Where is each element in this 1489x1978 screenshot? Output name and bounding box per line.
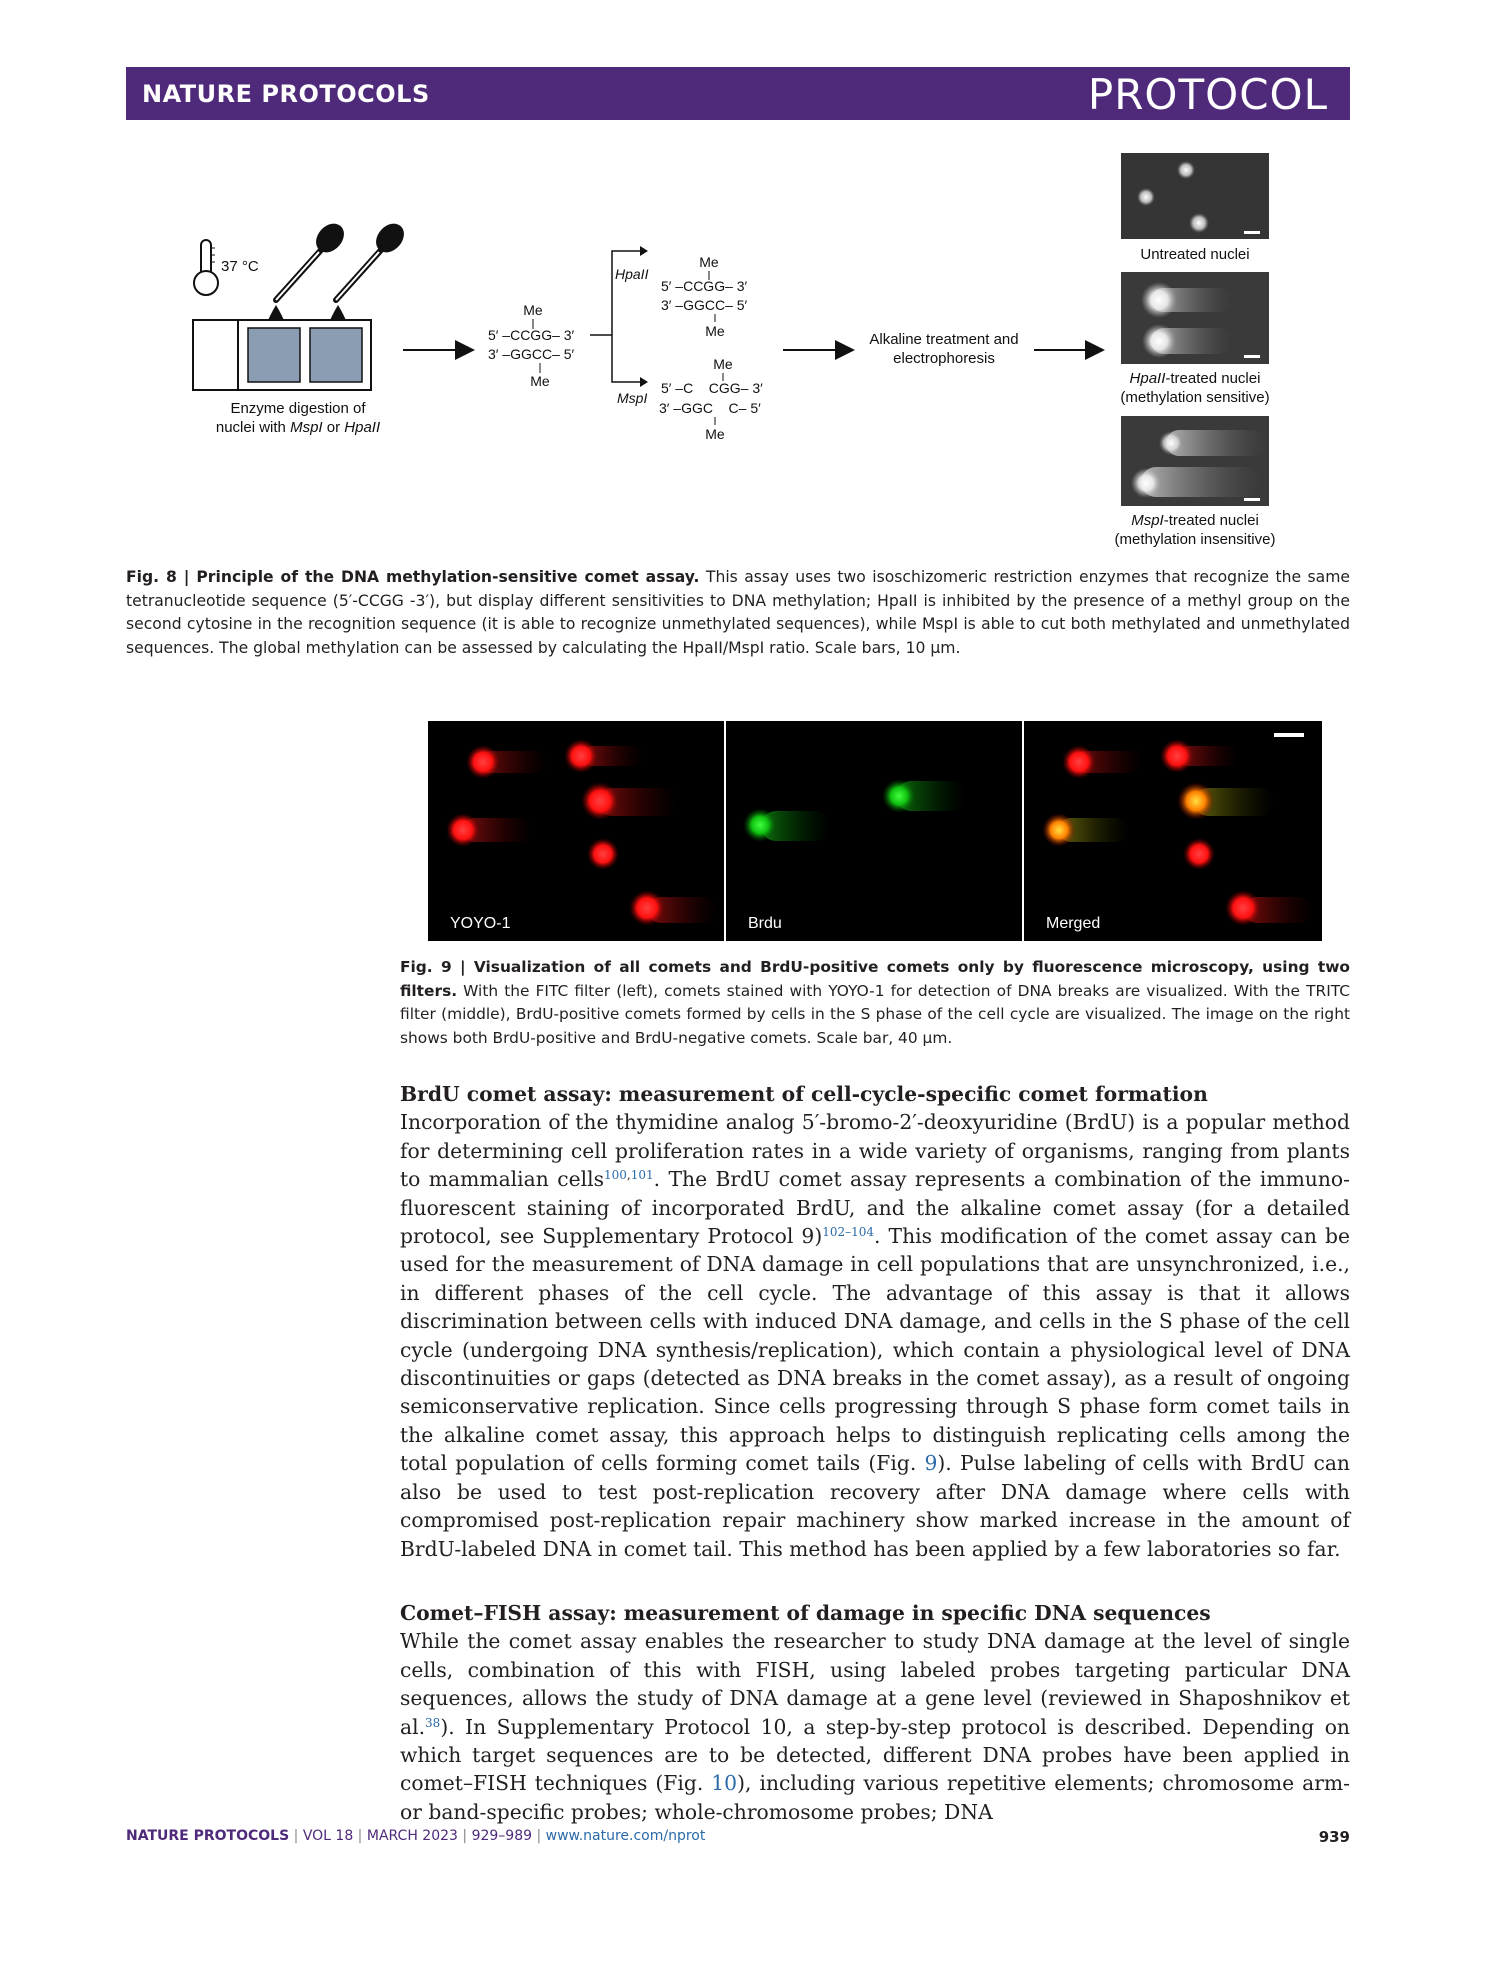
section-type: PROTOCOL: [1087, 70, 1328, 119]
merged-panel-label: Merged: [1046, 915, 1101, 932]
yoyo-panel: [428, 721, 724, 941]
msp-treated-label: MspI-treated nuclei: [1131, 512, 1259, 529]
figure-8-caption-text: This assay uses two isoschizomeric restriction enzymes that recognize the same tetranucleotide sequence (5′-CCGG -3′), but display different sensitivities to DNA methylation; HpaII is inhibited by the presence of a methyl group on the second cytosine in the recognition sequence (it is able to recognize unmethylated sequences), while MspI is able to cut both methylated and unmethylated sequences. The global methylation can be assessed by calculating the HpaII/MspI ratio. Scale bars, 10 μm.: [126, 568, 1350, 657]
methyl-bottom: Me: [530, 373, 550, 389]
msp-methyl-bottom: Me: [705, 426, 725, 442]
section-comet-fish: [400, 1599, 1350, 1826]
hpa-treated-sub: (methylation sensitive): [1120, 389, 1270, 406]
header-banner: [126, 67, 1350, 120]
msp-label: MspI: [617, 390, 648, 406]
sequence-bottom: 3′ –GGCC– 5′: [488, 346, 575, 362]
page-footer: NATURE PROTOCOLS | VOL 18 | MARCH 2023 | 929–989 | www.nature.com/nprot 939: [126, 1828, 1350, 1846]
sequence-top: 5′ –CCGG– 3′: [488, 327, 575, 343]
paragraph: Incorporation of the thymidine analog 5′-bromo-2′-deoxyuridine (BrdU) is a popular method for determining cell proliferation rates in a wide variety of organisms, ranging from plants to mammalian cells$^{100,101}$. The BrdU comet assay represents a combination of the immuno-fluorescent staining of incorporated BrdU, and the alkaline comet assay (for a detailed protocol, see Supplementary Protocol 9)$^{102-104}$. This modification of the comet assay can be used for the measurement of DNA damage in cell populations that are unsynchronized, i.e., in different phases of the cell cycle. The advantage of this assay is that it allows discrimination between cells with induced DNA damage, and cells in the S phase of the cell cycle (undergoing DNA synthesis/replication), which contain a physiological level of DNA discontinuities or gaps (detected as DNA breaks in the comet assay), as a result of ongoing semiconservative replication. Since cells progressing through S phase form comet tails in the alkaline comet assay, this approach helps to distinguish replicating cells among the total population of cells forming comet tails (Fig. 9). Pulse labeling of cells with BrdU can also be used to test post-replication recovery after DNA damage where cells with compromised post-replication repair machinery show marked increase in the amount of BrdU-labeled DNA in comet tail. This method has been applied by a few laboratories so far.: [400, 1110, 1350, 1561]
reference-link[interactable]: 38: [425, 1715, 441, 1730]
untreated-label: Untreated nuclei: [1140, 246, 1250, 263]
figure-8: [126, 145, 1350, 565]
brdu-panel-label: Brdu: [748, 915, 782, 932]
digestion-label-2: nuclei with MspI or HpaII: [215, 419, 381, 436]
figure-9-caption: [400, 956, 1350, 1050]
figure-link[interactable]: 10: [711, 1771, 738, 1796]
merged-panel: [1024, 721, 1322, 941]
slide-icon: [193, 320, 371, 390]
msp-treated-sub: (methylation insensitive): [1114, 531, 1276, 548]
hpa-methyl-bottom: Me: [705, 323, 725, 339]
thermometer-icon: [194, 240, 218, 295]
temperature-label: 37 °C: [221, 258, 259, 275]
alkaline-label-2: electrophoresis: [893, 350, 995, 367]
scale-bar: [1274, 733, 1304, 737]
msp-sequence-top: 5′ –C CGG– 3′: [661, 380, 763, 396]
figure-9-caption-label: Fig. 9 | Visualization of all comets and BrdU-positive comets only by fluorescence microscopy, using two filters.: [400, 958, 1350, 1000]
page-number: 939: [1318, 1828, 1350, 1846]
figure-8-caption-label: Fig. 8 | Principle of the DNA methylation-sensitive comet assay.: [126, 568, 700, 586]
footer-url[interactable]: www.nature.com/nprot: [545, 1828, 706, 1844]
hpa-sequence-top: 5′ –CCGG– 3′: [661, 278, 748, 294]
brdu-panel: [726, 721, 1022, 941]
figure-link[interactable]: 9: [924, 1451, 938, 1476]
section-heading: BrdU comet assay: measurement of cell-cycle-specific comet formation: [400, 1082, 1208, 1106]
footer-volume: VOL 18: [302, 1828, 354, 1844]
msp-sequence-bottom: 3′ –GGC C– 5′: [659, 400, 761, 416]
reference-link[interactable]: 101: [630, 1168, 654, 1183]
section-brdu: [400, 1080, 1350, 1563]
digestion-label: Enzyme digestion of: [230, 400, 366, 417]
figure-9-caption-text: With the FITC filter (left), comets stained with YOYO-1 for detection of DNA breaks are visualized. With the TRITC filter (middle), BrdU-positive comets formed by cells in the S phase of the cell cycle are visualized. The image on the right shows both BrdU-positive and BrdU-negative comets. Scale bar, 40 μm.: [400, 981, 1350, 1047]
reference-link[interactable]: 100: [603, 1168, 627, 1183]
hpa-micrograph: [1121, 272, 1269, 364]
alkaline-label: Alkaline treatment and: [869, 331, 1019, 348]
footer-journal: NATURE PROTOCOLS: [126, 1828, 290, 1844]
pipette-icon: [276, 218, 350, 300]
hpa-label: HpaII: [615, 266, 649, 282]
yoyo-panel-label: YOYO-1: [450, 915, 511, 932]
pipette-icon: [336, 218, 410, 300]
figure-9: [428, 721, 1322, 941]
reference-link[interactable]: 102–104: [822, 1225, 875, 1240]
msp-micrograph: [1121, 416, 1269, 506]
hpa-treated-label: HpaII-treated nuclei: [1129, 370, 1261, 387]
methyl-top: Me: [523, 302, 543, 318]
footer-pages: 929–989: [471, 1828, 533, 1844]
hpa-methyl-top: Me: [699, 254, 719, 270]
untreated-micrograph: [1121, 153, 1269, 239]
figure-8-caption: [126, 566, 1350, 660]
footer-date: MARCH 2023: [366, 1828, 458, 1844]
journal-name: NATURE PROTOCOLS: [142, 80, 430, 108]
hpa-sequence-bottom: 3′ –GGCC– 5′: [661, 297, 748, 313]
paragraph: While the comet assay enables the researcher to study DNA damage at the level of single cells, combination of this with FISH, using labeled probes targeting particular DNA sequences, allows the study of DNA damage at a gene level (reviewed in Shaposhnikov et al.$^{38}$). In Supplementary Protocol 10, a step-by-step protocol is described. Depending on which target sequences are to be detected, different DNA probes have been applied in comet–FISH techniques (Fig. 10), including various repetitive elements; chromosome arm- or band-specific probes; whole-chromosome probes; DNA: [400, 1629, 1350, 1824]
section-heading: Comet–FISH assay: measurement of damage in specific DNA sequences: [400, 1601, 1211, 1625]
msp-methyl-top: Me: [713, 356, 733, 372]
